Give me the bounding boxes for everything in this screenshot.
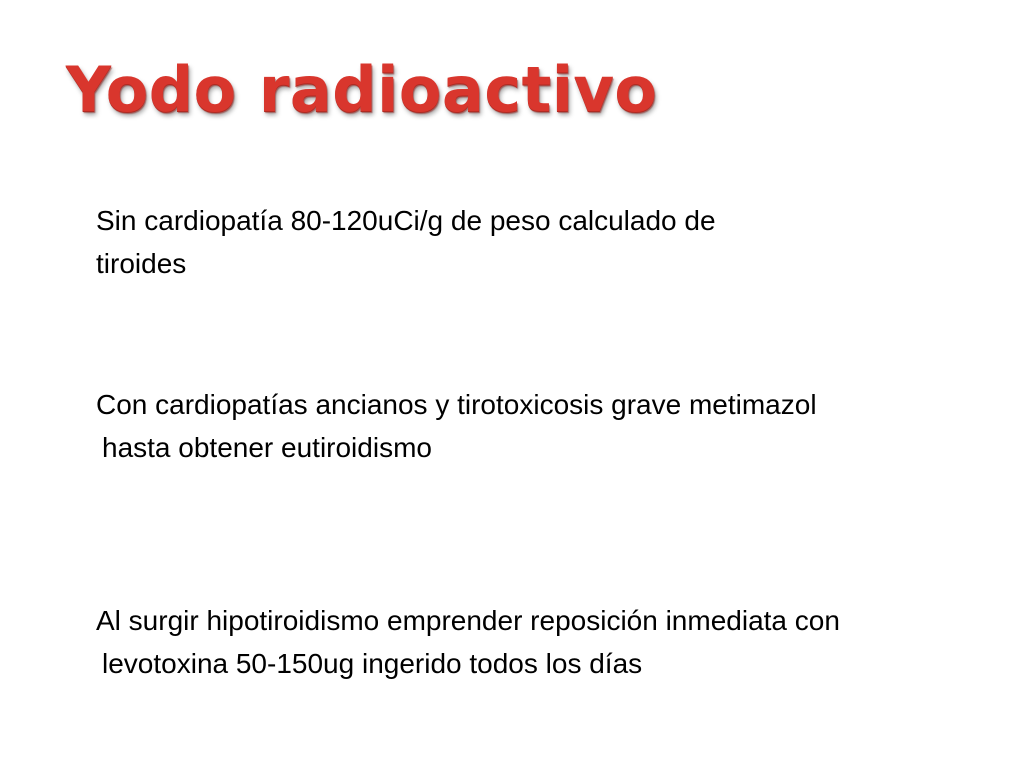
paragraph-line: Sin cardiopatía 80-120uCi/g de peso calculado de bbox=[96, 205, 716, 236]
paragraph-hipotiroidismo bbox=[96, 599, 840, 685]
paragraph-line: hasta obtener eutiroidismo bbox=[102, 432, 432, 463]
paragraph-con-cardiopatias bbox=[96, 383, 817, 469]
paragraph-line: Al surgir hipotiroidismo emprender reposición inmediata con bbox=[96, 605, 840, 636]
paragraph-line: Con cardiopatías ancianos y tirotoxicosis grave metimazol bbox=[96, 389, 817, 420]
paragraph-line: levotoxina 50-150ug ingerido todos los días bbox=[102, 648, 643, 679]
paragraph-line: tiroides bbox=[96, 248, 187, 279]
paragraph-sin-cardiopatia bbox=[96, 199, 716, 285]
slide-title: Yodo radioactivo bbox=[66, 53, 658, 126]
